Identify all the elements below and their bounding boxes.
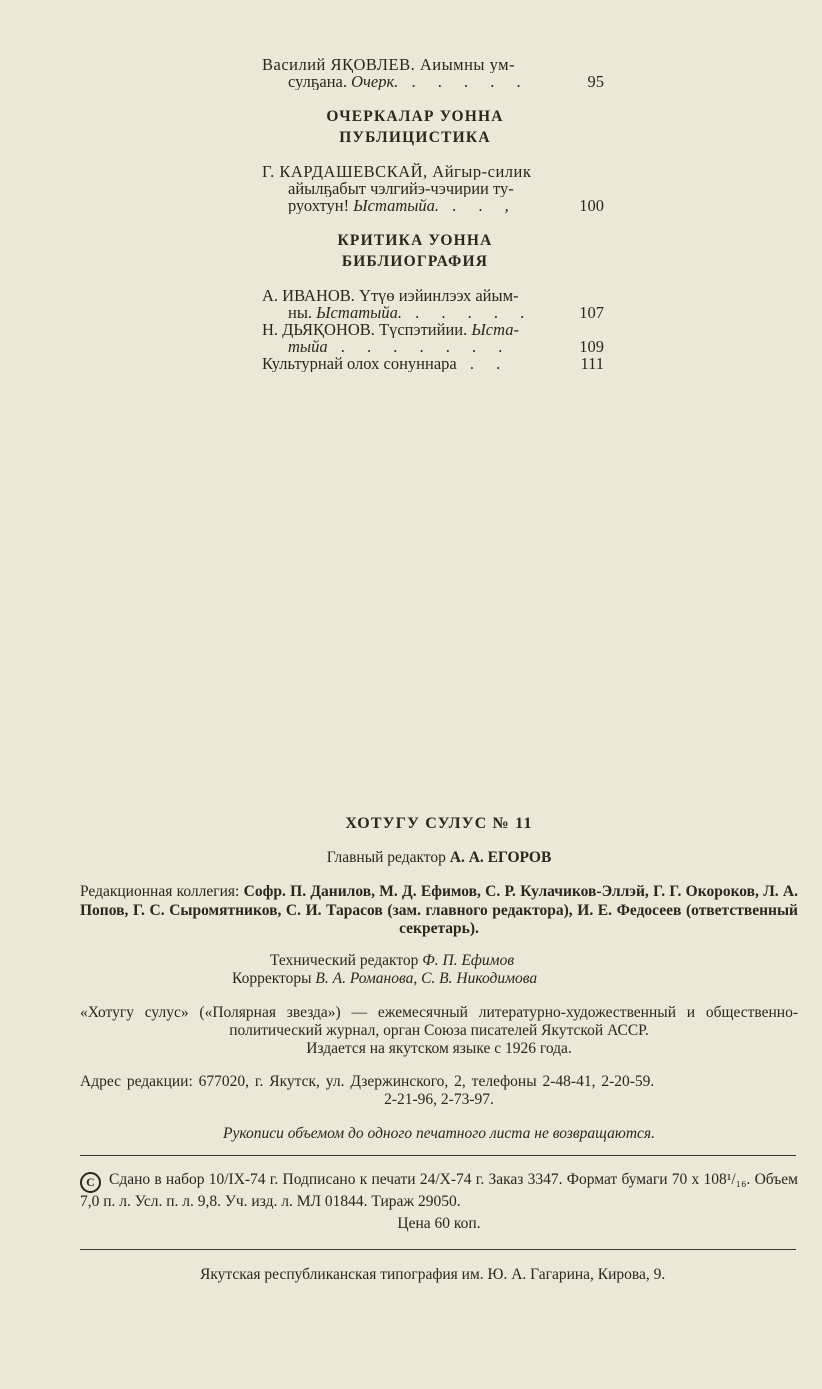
divider-line bbox=[80, 1155, 796, 1156]
toc-entry-ivanov: А. ИВАНОВ. Үтүө иэйинлээх айым- ны. Ыстатыйа. . . . . . 107 bbox=[262, 287, 604, 322]
toc-page-number: 100 bbox=[579, 196, 604, 215]
toc-page-number: 95 bbox=[587, 72, 604, 91]
editorial-address: Адрес редакции: 677020, г. Якутск, ул. Дзержинского, 2, телефоны 2-48-41, 2-20-59. 2-21-96, 2-73-97. bbox=[80, 1073, 655, 1108]
toc-entry-line: сулҕана. Очерк. . . . . . bbox=[288, 73, 530, 90]
chief-editor: Главный редактор А. А. ЕГОРОВ bbox=[326, 849, 552, 866]
divider-line bbox=[80, 1249, 796, 1250]
toc-page-number: 111 bbox=[580, 354, 604, 373]
published-since: Издается на якутском языке с 1926 года. bbox=[306, 1040, 572, 1057]
toc-block-bottom bbox=[262, 287, 604, 372]
correctors: Корректоры В. А. Романова, С. В. Никодимова bbox=[232, 970, 538, 987]
toc-page-number: 107 bbox=[579, 303, 604, 322]
price: Цена 60 коп. bbox=[397, 1215, 481, 1232]
toc-block-kardashevsky bbox=[262, 163, 604, 214]
copyright-icon: С bbox=[80, 1172, 101, 1193]
manuscripts-note: Рукописи объемом до одного печатного листа не возвращаются. bbox=[222, 1125, 656, 1142]
toc-entry-dyakonov: Н. ДЬЯҚОНОВ. Түспэтийии. Ыста- тыйа . . . . . . . 109 bbox=[262, 321, 604, 356]
toc-entry-kardashevsky: Г. КАРДАШЕВСКАЙ, Айгыр-силик айылҕабыт чэлгийэ-чэчирии ту- руохтун! Ыстатыйа. . . , 100 bbox=[262, 163, 604, 215]
tech-editor: Технический редактор Ф. П. Ефимов bbox=[270, 952, 515, 969]
technical-staff bbox=[232, 952, 732, 988]
toc-block-top bbox=[262, 56, 604, 90]
toc-entry-line: Василий ЯҚОВЛЕВ. Аиымны ум- bbox=[262, 56, 516, 73]
toc-entry-yakovlev bbox=[262, 56, 604, 90]
toc-page-number: 109 bbox=[579, 337, 604, 356]
section-heading-criticism: КРИТИКА УОННА БИБЛИОГРАФИЯ bbox=[337, 232, 493, 270]
toc-entry-culture: Культурнай олох сонуннара . . 111 bbox=[262, 354, 604, 373]
editorial-board: Редакционная коллегия: Софр. П. Данилов, М. Д. Ефимов, С. Р. Кулачиков-Эллэй, Г. Г. Окороков, Л. А. Попов, Г. С. Сыромятников, С. И. Тарасов (зам. главного редактора), И. Е. Федосеев (ответственный секретарь). bbox=[80, 883, 798, 937]
printer-info: Якутская республиканская типография им. Ю. А. Гагарина, Кирова, 9. bbox=[200, 1266, 666, 1283]
magazine-description: «Хотугу сулус» («Полярная звезда») — ежемесячный литературно-художественный и общественно-политический журнал, орган Союза писателей Якутской АССР. bbox=[80, 1004, 798, 1039]
print-info: С Сдано в набор 10/IX-74 г. Подписано к печати 24/X-74 г. Заказ 3347. Формат бумаги 70 x 108¹/₁₆. Объем 7,0 п. л. Усл. п. л. 9,8. Уч. изд. л. МЛ 01844. Тираж 29050. bbox=[80, 1171, 798, 1210]
section-heading-essays: ОЧЕРКАЛАР УОННА ПУБЛИЦИСТИКА bbox=[326, 108, 504, 146]
magazine-title: ХОТУГУ СУЛУС № 11 bbox=[345, 815, 533, 832]
